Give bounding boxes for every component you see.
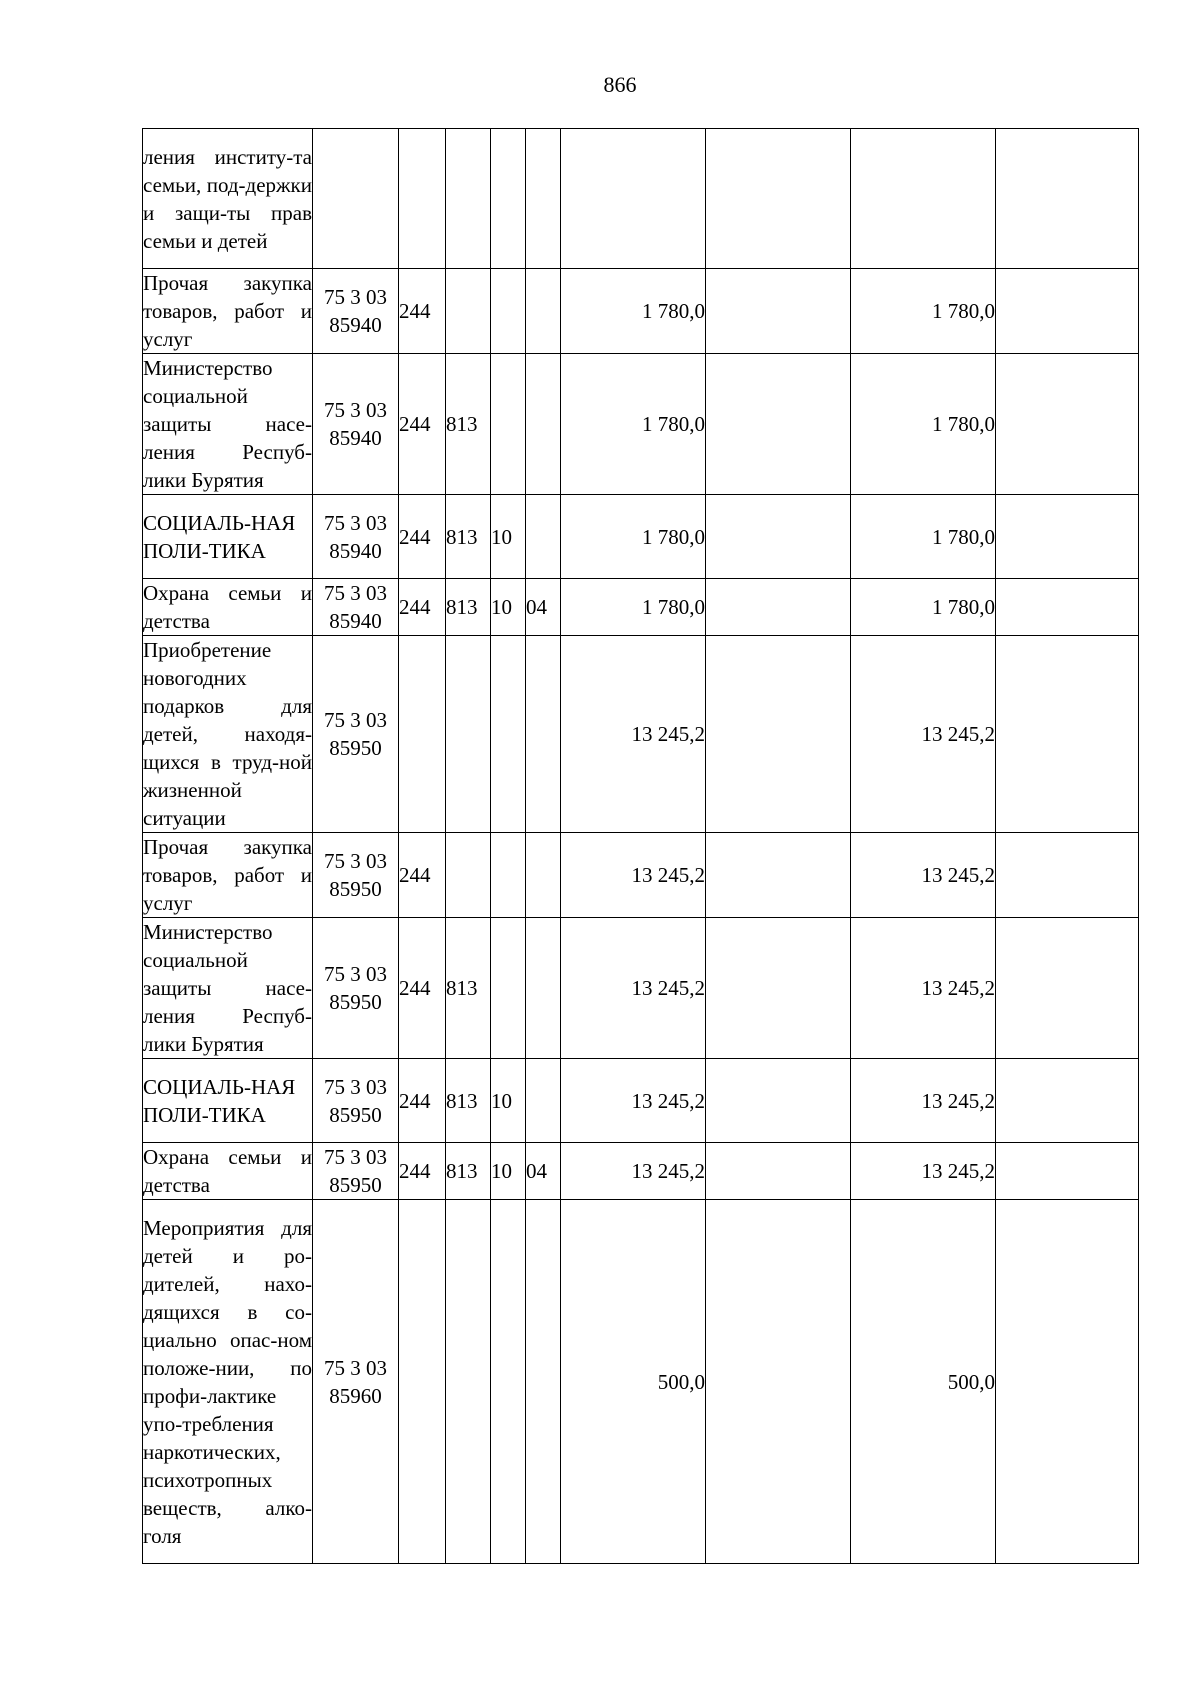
row-rz	[491, 1200, 526, 1564]
table-row	[143, 354, 1139, 495]
row-sum-3: 13 245,2	[851, 918, 996, 1059]
row-rz	[491, 833, 526, 918]
row-vr	[399, 1200, 446, 1564]
row-pr	[526, 269, 561, 354]
row-sum-3: 1 780,0	[851, 354, 996, 495]
row-sum-2	[706, 1059, 851, 1143]
row-sum-4	[996, 1200, 1139, 1564]
row-code: 75 3 03 85950	[313, 1143, 399, 1200]
row-name: Прочая закупка товаров, работ и услуг	[143, 833, 313, 918]
row-pr: 04	[526, 579, 561, 636]
row-vr: 244	[399, 1059, 446, 1143]
row-sum-1: 500,0	[561, 1200, 706, 1564]
row-sum-1: 1 780,0	[561, 579, 706, 636]
row-name: Мероприятия для детей и ро-дителей, нахо-дящихся в со-циально опас-ном положе-нии, по профи-лактике упо-требления наркотических, психотропных веществ, алко-голя	[143, 1200, 313, 1564]
row-rz	[491, 129, 526, 269]
row-code: 75 3 03 85950	[313, 1059, 399, 1143]
table-row	[143, 1200, 1139, 1564]
row-sum-1: 13 245,2	[561, 833, 706, 918]
row-vr: 244	[399, 1143, 446, 1200]
budget-table	[142, 128, 1139, 1564]
row-name: Охрана семьи и детства	[143, 579, 313, 636]
row-sum-1: 1 780,0	[561, 495, 706, 579]
row-sum-1: 13 245,2	[561, 918, 706, 1059]
row-sum-3: 500,0	[851, 1200, 996, 1564]
row-sum-4	[996, 918, 1139, 1059]
row-pr	[526, 1200, 561, 1564]
row-sum-1: 13 245,2	[561, 1059, 706, 1143]
row-code: 75 3 03 85950	[313, 833, 399, 918]
row-sum-1	[561, 129, 706, 269]
row-sum-2	[706, 918, 851, 1059]
row-rz	[491, 636, 526, 833]
row-sum-4	[996, 1059, 1139, 1143]
row-sum-3: 13 245,2	[851, 1143, 996, 1200]
row-name: Министерство социальной защиты насе-ления Респуб-лики Бурятия	[143, 354, 313, 495]
row-sum-2	[706, 1200, 851, 1564]
row-gr: 813	[446, 495, 491, 579]
row-vr	[399, 129, 446, 269]
row-code: 75 3 03 85950	[313, 918, 399, 1059]
row-rz: 10	[491, 579, 526, 636]
row-rz: 10	[491, 1143, 526, 1200]
row-pr	[526, 918, 561, 1059]
row-rz: 10	[491, 1059, 526, 1143]
row-sum-1: 1 780,0	[561, 354, 706, 495]
row-name: ления институ-та семьи, под-держки и защи-ты прав семьи и детей	[143, 129, 313, 269]
row-pr	[526, 1059, 561, 1143]
row-sum-1: 13 245,2	[561, 636, 706, 833]
row-sum-4	[996, 636, 1139, 833]
row-gr: 813	[446, 1059, 491, 1143]
row-rz	[491, 918, 526, 1059]
row-name: Прочая закупка товаров, работ и услуг	[143, 269, 313, 354]
row-sum-4	[996, 579, 1139, 636]
row-code: 75 3 03 85950	[313, 636, 399, 833]
row-name: Приобретение новогодних подарков для детей, находя-щихся в труд-ной жизненной ситуации	[143, 636, 313, 833]
table-row	[143, 833, 1139, 918]
row-sum-3: 1 780,0	[851, 579, 996, 636]
row-sum-3: 13 245,2	[851, 1059, 996, 1143]
row-pr	[526, 354, 561, 495]
row-gr	[446, 269, 491, 354]
row-code	[313, 129, 399, 269]
row-sum-4	[996, 129, 1139, 269]
table-row	[143, 1059, 1139, 1143]
row-sum-2	[706, 636, 851, 833]
row-sum-2	[706, 495, 851, 579]
row-name: Министерство социальной защиты насе-ления Респуб-лики Бурятия	[143, 918, 313, 1059]
row-name: СОЦИАЛЬ-НАЯ ПОЛИ-ТИКА	[143, 1059, 313, 1143]
row-vr: 244	[399, 354, 446, 495]
row-sum-3: 1 780,0	[851, 495, 996, 579]
row-sum-3: 13 245,2	[851, 833, 996, 918]
row-sum-4	[996, 269, 1139, 354]
row-sum-2	[706, 269, 851, 354]
row-sum-3: 1 780,0	[851, 269, 996, 354]
row-sum-4	[996, 495, 1139, 579]
row-pr	[526, 833, 561, 918]
row-sum-2	[706, 129, 851, 269]
row-sum-4	[996, 833, 1139, 918]
row-sum-1: 1 780,0	[561, 269, 706, 354]
row-code: 75 3 03 85940	[313, 269, 399, 354]
page-number: 866	[603, 72, 637, 97]
row-vr: 244	[399, 833, 446, 918]
row-gr: 813	[446, 1143, 491, 1200]
row-vr: 244	[399, 579, 446, 636]
row-sum-2	[706, 833, 851, 918]
row-sum-3: 13 245,2	[851, 636, 996, 833]
table-row	[143, 918, 1139, 1059]
row-rz: 10	[491, 495, 526, 579]
row-sum-1: 13 245,2	[561, 1143, 706, 1200]
row-code: 75 3 03 85940	[313, 354, 399, 495]
row-vr: 244	[399, 269, 446, 354]
row-vr: 244	[399, 495, 446, 579]
row-sum-4	[996, 354, 1139, 495]
row-gr	[446, 1200, 491, 1564]
row-pr	[526, 495, 561, 579]
row-gr	[446, 129, 491, 269]
row-code: 75 3 03 85940	[313, 579, 399, 636]
table-row	[143, 269, 1139, 354]
row-sum-2	[706, 354, 851, 495]
row-gr	[446, 833, 491, 918]
row-sum-3	[851, 129, 996, 269]
row-code: 75 3 03 85940	[313, 495, 399, 579]
row-pr	[526, 129, 561, 269]
row-gr: 813	[446, 354, 491, 495]
row-name: Охрана семьи и детства	[143, 1143, 313, 1200]
row-sum-2	[706, 1143, 851, 1200]
row-name: СОЦИАЛЬ-НАЯ ПОЛИ-ТИКА	[143, 495, 313, 579]
row-sum-2	[706, 579, 851, 636]
row-code: 75 3 03 85960	[313, 1200, 399, 1564]
table-row	[143, 129, 1139, 269]
row-pr	[526, 636, 561, 833]
row-rz	[491, 269, 526, 354]
row-gr	[446, 636, 491, 833]
row-pr: 04	[526, 1143, 561, 1200]
row-sum-4	[996, 1143, 1139, 1200]
row-vr: 244	[399, 918, 446, 1059]
row-vr	[399, 636, 446, 833]
table-row	[143, 579, 1139, 636]
row-gr: 813	[446, 918, 491, 1059]
table-row	[143, 495, 1139, 579]
table-row	[143, 1143, 1139, 1200]
table-row	[143, 636, 1139, 833]
row-gr: 813	[446, 579, 491, 636]
row-rz	[491, 354, 526, 495]
